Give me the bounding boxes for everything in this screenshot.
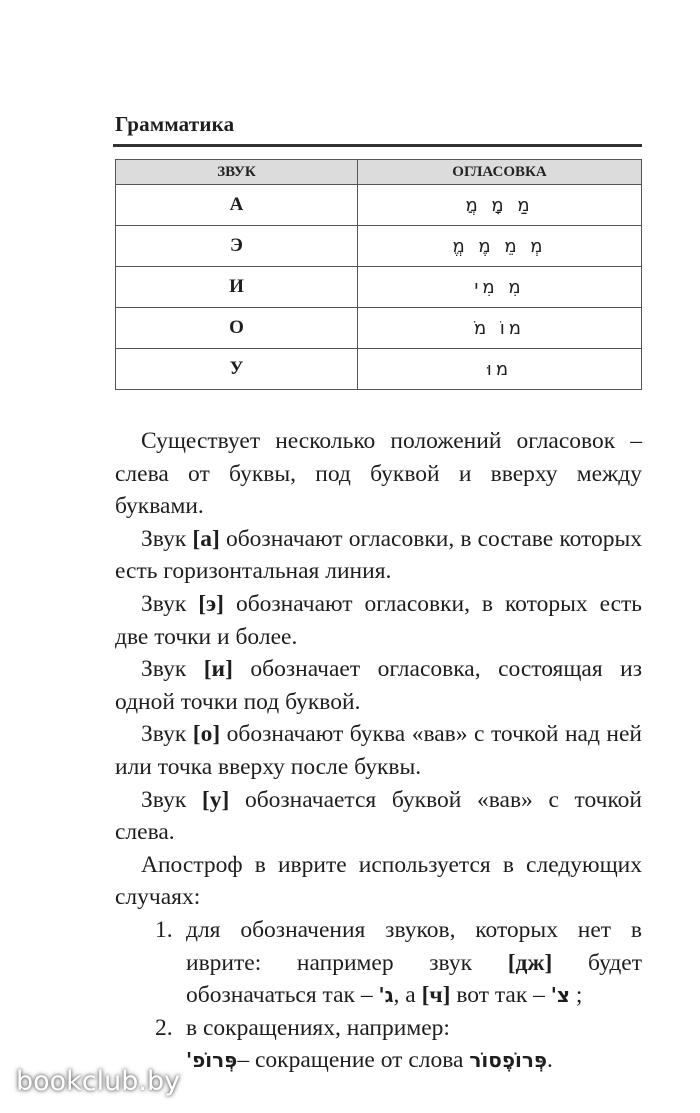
- text: Звук: [141, 590, 199, 617]
- sound-label: [э]: [198, 590, 224, 617]
- list-number: 2.: [155, 1014, 173, 1041]
- sound-label: [и]: [203, 656, 233, 683]
- watermark-logo: bookclub.by: [16, 1066, 181, 1097]
- apostrophe-list: [115, 914, 642, 1077]
- text: вот так –: [450, 982, 551, 1009]
- nikud-cell: מְ מֵ מֶ מֱ: [358, 226, 642, 267]
- header-sound: ЗВУК: [116, 160, 358, 185]
- paragraph-sound-e: [115, 588, 642, 653]
- table-row: [116, 226, 642, 267]
- sound-cell: У: [116, 349, 358, 390]
- nikud-cell: מוֹ מֹ: [358, 308, 642, 349]
- text: обозначается буквой «вав» с точкой слева.: [115, 786, 642, 846]
- title-rule: [113, 144, 642, 147]
- table-row: [116, 267, 642, 308]
- sound-label: [у]: [201, 786, 230, 813]
- text: Звук: [141, 656, 204, 683]
- hebrew-abbreviation: פְּרוֹפ': [186, 1048, 238, 1073]
- text: Звук: [141, 786, 202, 813]
- text: для обозначения звуков, которых нет в иврите: например звук: [186, 916, 642, 976]
- sound-cell: И: [116, 267, 358, 308]
- body-text: [115, 425, 642, 1077]
- nikud-cell: מַ מָ מֲ: [358, 185, 642, 226]
- table-row: [116, 349, 642, 390]
- sound-label: [а]: [192, 525, 220, 552]
- section-title: Грамматика: [115, 112, 235, 136]
- sound-cell: Э: [116, 226, 358, 267]
- list-number: 1.: [155, 916, 173, 943]
- sound-label: [о]: [192, 721, 221, 748]
- sound-label: [дж]: [507, 949, 553, 976]
- vowel-table: [115, 159, 642, 390]
- sound-label: [ч]: [421, 982, 451, 1009]
- text: обозначают огласовки, в составе которых есть горизонтальная линия.: [115, 525, 643, 585]
- nikud-cell: מִ מִי: [358, 267, 642, 308]
- list-item: [115, 914, 642, 1012]
- text: .: [547, 1047, 553, 1074]
- text: в сокращениях, например:: [186, 1014, 450, 1041]
- paragraph-sound-u: [115, 784, 642, 849]
- sound-cell: А: [116, 185, 358, 226]
- hebrew-gimel-geresh: ג': [378, 983, 394, 1008]
- text: Звук: [141, 525, 193, 552]
- text: ;: [569, 982, 583, 1009]
- table-header-row: [116, 160, 642, 185]
- header-vowel-mark: ОГЛАСОВКА: [358, 160, 642, 185]
- table-row: [116, 308, 642, 349]
- text: обозначает огласовка, состоящая из одной точки под буквой.: [115, 656, 642, 715]
- paragraph-apostrophe: Апостроф в иврите используется в следующих случаях:: [115, 851, 642, 911]
- hebrew-tsadi-geresh: צ': [550, 983, 570, 1008]
- text: , а: [393, 982, 422, 1009]
- sound-cell: О: [116, 308, 358, 349]
- text: обозначают огласовки, в которых есть две точки и более.: [115, 590, 642, 650]
- paragraph-sound-i: [115, 653, 642, 718]
- text: Звук: [141, 721, 193, 748]
- paragraph-sound-a: [115, 523, 642, 588]
- hebrew-full-word: פְּרוֹפֶסוֹר: [469, 1048, 548, 1073]
- text: будет обозначаться так –: [186, 949, 642, 1009]
- text: – сокращение от слова: [237, 1047, 470, 1074]
- text: обозначают буква «вав» с точкой над ней или точка вверху после буквы.: [115, 721, 642, 780]
- paragraph-sound-o: [115, 718, 642, 783]
- paragraph-vowel-positions: Существует несколько положений огласовок – слева от буквы, под буквой и вверху между буквами.: [115, 428, 642, 520]
- table-row: [116, 185, 642, 226]
- nikud-cell: מוּ: [358, 349, 642, 390]
- list-item: [115, 1012, 642, 1077]
